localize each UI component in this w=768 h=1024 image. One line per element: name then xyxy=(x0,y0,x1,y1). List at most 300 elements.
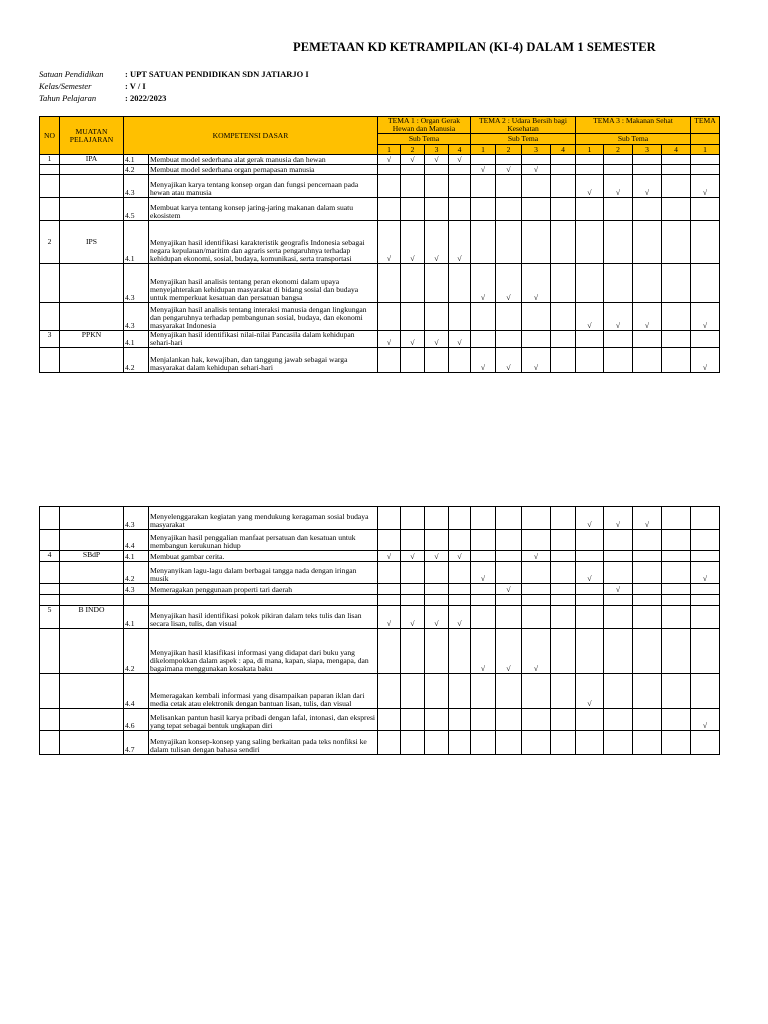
empty-cell xyxy=(496,303,522,331)
check-mark: √ xyxy=(633,175,662,198)
table-row xyxy=(40,303,720,331)
empty-cell xyxy=(496,198,522,221)
empty-cell xyxy=(633,331,662,348)
subtema-index: 2 xyxy=(496,145,522,155)
subject-name xyxy=(60,348,124,373)
check-mark: √ xyxy=(633,507,662,530)
empty-cell xyxy=(691,584,720,595)
empty-cell xyxy=(425,709,449,731)
info-value: : 2022/2023 xyxy=(125,93,167,103)
subtema-index: 1 xyxy=(691,145,720,155)
check-mark: √ xyxy=(401,331,425,348)
kd-description: Membuat model sederhana alat gerak manusia dan hewan xyxy=(149,155,378,165)
empty-cell xyxy=(604,331,633,348)
empty-cell xyxy=(471,303,496,331)
empty-cell xyxy=(449,264,471,303)
subtema-index: 1 xyxy=(378,145,401,155)
empty-cell xyxy=(551,221,576,264)
empty-cell xyxy=(522,709,551,731)
empty-cell xyxy=(378,595,401,606)
table-row xyxy=(40,551,720,562)
kd-description: Membuat model sederhana organ pernapasan manusia xyxy=(149,165,378,175)
empty-cell xyxy=(604,551,633,562)
empty-cell xyxy=(471,175,496,198)
subtema-index: 1 xyxy=(576,145,604,155)
row-number xyxy=(40,595,60,606)
empty-cell xyxy=(471,606,496,629)
subject-name xyxy=(60,303,124,331)
empty-cell xyxy=(691,629,720,674)
empty-cell xyxy=(551,674,576,709)
kd-code: 4.1 xyxy=(124,606,149,629)
check-mark: √ xyxy=(425,606,449,629)
row-number xyxy=(40,175,60,198)
empty-cell xyxy=(604,530,633,551)
empty-cell xyxy=(401,198,425,221)
check-mark: √ xyxy=(576,507,604,530)
empty-cell xyxy=(662,221,691,264)
empty-cell xyxy=(496,175,522,198)
row-number xyxy=(40,264,60,303)
empty-cell xyxy=(662,731,691,755)
check-mark: √ xyxy=(378,155,401,165)
empty-cell xyxy=(691,530,720,551)
check-mark: √ xyxy=(471,264,496,303)
empty-cell xyxy=(633,348,662,373)
check-mark: √ xyxy=(496,584,522,595)
kd-code: 4.2 xyxy=(124,348,149,373)
empty-cell xyxy=(496,551,522,562)
empty-cell xyxy=(425,175,449,198)
check-mark: √ xyxy=(471,562,496,584)
row-number xyxy=(40,198,60,221)
empty-cell xyxy=(662,155,691,165)
header-kompetensi: KOMPETENSI DASAR xyxy=(124,117,378,155)
kd-description: Memeragakan kembali informasi yang disampaikan paparan iklan dari media cetak atau elektronik dengan bantuan lisan, tulis, dan visual xyxy=(149,674,378,709)
empty-cell xyxy=(471,507,496,530)
subject-name xyxy=(60,731,124,755)
row-number xyxy=(40,562,60,584)
row-number xyxy=(40,674,60,709)
empty-cell xyxy=(604,198,633,221)
empty-cell xyxy=(425,348,449,373)
empty-cell xyxy=(425,303,449,331)
table-row xyxy=(40,731,720,755)
subject-name xyxy=(60,629,124,674)
empty-cell xyxy=(604,674,633,709)
empty-cell xyxy=(604,155,633,165)
kd-code: 4.3 xyxy=(124,507,149,530)
header-tema3: TEMA 3 : Makanan Sehat xyxy=(576,117,691,134)
empty-cell xyxy=(425,629,449,674)
empty-cell xyxy=(551,348,576,373)
empty-cell xyxy=(449,595,471,606)
empty-cell xyxy=(522,221,551,264)
empty-cell xyxy=(378,530,401,551)
table-row xyxy=(40,562,720,584)
empty-cell xyxy=(576,551,604,562)
empty-cell xyxy=(691,507,720,530)
subtema-index: 4 xyxy=(662,145,691,155)
check-mark: √ xyxy=(471,629,496,674)
empty-cell xyxy=(662,584,691,595)
empty-cell xyxy=(401,562,425,584)
empty-cell xyxy=(496,595,522,606)
kd-description: Membuat gambar cerita. xyxy=(149,551,378,562)
kd-code: 4.1 xyxy=(124,221,149,264)
empty-cell xyxy=(662,629,691,674)
empty-cell xyxy=(691,731,720,755)
empty-cell xyxy=(401,303,425,331)
subject-name xyxy=(60,530,124,551)
empty-cell xyxy=(378,264,401,303)
check-mark: √ xyxy=(496,629,522,674)
subject-name xyxy=(60,562,124,584)
empty-cell xyxy=(551,331,576,348)
empty-cell xyxy=(576,584,604,595)
empty-cell xyxy=(401,731,425,755)
empty-cell xyxy=(471,530,496,551)
info-school xyxy=(39,69,309,79)
check-mark: √ xyxy=(633,303,662,331)
empty-cell xyxy=(471,155,496,165)
empty-cell xyxy=(378,175,401,198)
empty-cell xyxy=(401,674,425,709)
subject-name xyxy=(60,175,124,198)
empty-cell xyxy=(633,562,662,584)
empty-cell xyxy=(449,165,471,175)
empty-cell xyxy=(496,155,522,165)
check-mark: √ xyxy=(449,551,471,562)
empty-cell xyxy=(551,731,576,755)
empty-cell xyxy=(662,551,691,562)
kd-description: Menyelenggarakan kegiatan yang mendukung keragaman sosial budaya masyarakat xyxy=(149,507,378,530)
empty-cell xyxy=(378,198,401,221)
check-mark: √ xyxy=(449,155,471,165)
subject-name xyxy=(60,584,124,595)
table-row xyxy=(40,507,720,530)
check-mark: √ xyxy=(522,264,551,303)
empty-cell xyxy=(633,674,662,709)
empty-cell xyxy=(496,562,522,584)
kd-description: Menyajikan konsep-konsep yang saling berkaitan pada teks nonfiksi ke dalam tulisan dengan bahasa sendiri xyxy=(149,731,378,755)
check-mark: √ xyxy=(691,303,720,331)
table-row xyxy=(40,530,720,551)
empty-cell xyxy=(691,606,720,629)
row-number: 5 xyxy=(40,606,60,629)
subject-name: PPKN xyxy=(60,331,124,348)
check-mark: √ xyxy=(378,331,401,348)
kd-code: 4.1 xyxy=(124,331,149,348)
empty-cell xyxy=(378,562,401,584)
check-mark: √ xyxy=(691,562,720,584)
empty-cell xyxy=(576,165,604,175)
empty-cell xyxy=(496,731,522,755)
empty-cell xyxy=(425,530,449,551)
check-mark: √ xyxy=(471,348,496,373)
row-number xyxy=(40,348,60,373)
row-number: 3 xyxy=(40,331,60,348)
empty-cell xyxy=(471,221,496,264)
check-mark: √ xyxy=(522,629,551,674)
info-label: Tahun Pelajaran xyxy=(39,93,97,103)
subject-name xyxy=(60,165,124,175)
empty-cell xyxy=(691,595,720,606)
check-mark: √ xyxy=(576,674,604,709)
subtema-index: 2 xyxy=(401,145,425,155)
subject-name: IPA xyxy=(60,155,124,165)
empty-cell xyxy=(401,175,425,198)
subject-name xyxy=(60,595,124,606)
empty-cell xyxy=(471,731,496,755)
header-subtema: Sub Tema xyxy=(576,134,691,145)
empty-cell xyxy=(449,709,471,731)
header-subtema-blank xyxy=(691,134,720,145)
empty-cell xyxy=(401,507,425,530)
empty-cell xyxy=(378,303,401,331)
empty-cell xyxy=(551,562,576,584)
empty-cell xyxy=(576,198,604,221)
check-mark: √ xyxy=(522,348,551,373)
check-mark: √ xyxy=(378,221,401,264)
check-mark: √ xyxy=(496,264,522,303)
empty-cell xyxy=(662,606,691,629)
empty-cell xyxy=(551,165,576,175)
kd-code: 4.6 xyxy=(124,709,149,731)
empty-cell xyxy=(449,731,471,755)
subtema-index: 3 xyxy=(633,145,662,155)
kd-description: Membuat karya tentang konsep jaring-jaring makanan dalam suatu ekosistem xyxy=(149,198,378,221)
mapping-table-part1 xyxy=(39,116,720,373)
empty-cell xyxy=(691,221,720,264)
kd-code: 4.3 xyxy=(124,584,149,595)
empty-cell xyxy=(449,584,471,595)
row-number xyxy=(40,629,60,674)
check-mark: √ xyxy=(604,584,633,595)
empty-cell xyxy=(662,595,691,606)
empty-cell xyxy=(425,584,449,595)
empty-cell xyxy=(471,551,496,562)
header-muatan: MUATAN PELAJARAN xyxy=(60,117,124,155)
empty-cell xyxy=(633,264,662,303)
empty-cell xyxy=(633,551,662,562)
empty-cell xyxy=(471,709,496,731)
empty-cell xyxy=(691,198,720,221)
empty-cell xyxy=(691,551,720,562)
empty-cell xyxy=(576,348,604,373)
subject-name xyxy=(60,674,124,709)
empty-cell xyxy=(401,595,425,606)
empty-cell xyxy=(425,674,449,709)
empty-cell xyxy=(522,303,551,331)
empty-cell xyxy=(449,562,471,584)
empty-cell xyxy=(551,595,576,606)
empty-cell xyxy=(551,606,576,629)
check-mark: √ xyxy=(378,551,401,562)
table-row xyxy=(40,595,720,606)
kd-description: Menyajikan hasil klasifikasi informasi yang didapat dari buku yang dikelompokkan dalam aspek : apa, di mana, kapan, siapa, mengapa, dan bagaimana menggunakan kosakata baku xyxy=(149,629,378,674)
info-value: : UPT SATUAN PENDIDIKAN SDN JATIARJO I xyxy=(125,69,309,79)
row-number xyxy=(40,709,60,731)
subject-name: SBdP xyxy=(60,551,124,562)
subtema-index: 2 xyxy=(604,145,633,155)
mapping-table-part2 xyxy=(39,506,720,755)
info-value: : V / I xyxy=(125,81,146,91)
subject-name xyxy=(60,709,124,731)
empty-cell xyxy=(662,507,691,530)
empty-cell xyxy=(496,530,522,551)
empty-cell xyxy=(551,551,576,562)
empty-cell xyxy=(576,530,604,551)
check-mark: √ xyxy=(691,175,720,198)
empty-cell xyxy=(691,331,720,348)
subtema-index: 4 xyxy=(551,145,576,155)
empty-cell xyxy=(471,584,496,595)
subject-name: B INDO xyxy=(60,606,124,629)
empty-cell xyxy=(522,198,551,221)
kd-code: 4.3 xyxy=(124,175,149,198)
empty-cell xyxy=(378,629,401,674)
empty-cell xyxy=(425,165,449,175)
header-no: NO xyxy=(40,117,60,155)
empty-cell xyxy=(378,507,401,530)
check-mark: √ xyxy=(449,331,471,348)
subject-name: IPS xyxy=(60,221,124,264)
empty-cell xyxy=(551,264,576,303)
empty-cell xyxy=(691,165,720,175)
check-mark: √ xyxy=(576,175,604,198)
kd-description: Menyajikan hasil penggalian manfaat persatuan dan kesatuan untuk membangun kerukunan hidup xyxy=(149,530,378,551)
kd-description: Menyajikan hasil analisis tentang peran ekonomi dalam upaya menyejahterakan kehidupan masyarakat di bidang sosial dan budaya untuk memperkuat kesatuan dan persatuan bangsa xyxy=(149,264,378,303)
empty-cell xyxy=(604,221,633,264)
row-number xyxy=(40,584,60,595)
subtema-index: 1 xyxy=(471,145,496,155)
empty-cell xyxy=(522,175,551,198)
header-tema4: TEMA xyxy=(691,117,720,134)
info-label: Kelas/Semester xyxy=(39,81,92,91)
empty-cell xyxy=(522,595,551,606)
info-year xyxy=(39,93,166,103)
check-mark: √ xyxy=(471,165,496,175)
empty-cell xyxy=(449,303,471,331)
info-label: Satuan Pendidikan xyxy=(39,69,104,79)
empty-cell xyxy=(401,530,425,551)
subtema-index: 3 xyxy=(522,145,551,155)
check-mark: √ xyxy=(576,303,604,331)
info-class xyxy=(39,81,146,91)
table-row xyxy=(40,165,720,175)
row-number xyxy=(40,507,60,530)
empty-cell xyxy=(604,606,633,629)
empty-cell xyxy=(496,331,522,348)
kd-code: 4.1 xyxy=(124,155,149,165)
kd-description: Menyajikan hasil identifikasi pokok pikiran dalam teks tulis dan lisan secara lisan, tulis, dan visual xyxy=(149,606,378,629)
table-row xyxy=(40,155,720,165)
empty-cell xyxy=(551,175,576,198)
kd-code: 4.5 xyxy=(124,198,149,221)
empty-cell xyxy=(604,562,633,584)
empty-cell xyxy=(401,264,425,303)
header-tema2: TEMA 2 : Udara Bersih bagi Kesehatan xyxy=(471,117,576,134)
empty-cell xyxy=(662,674,691,709)
kd-code: 4.2 xyxy=(124,629,149,674)
kd-code: 4.1 xyxy=(124,551,149,562)
empty-cell xyxy=(633,155,662,165)
empty-cell xyxy=(471,595,496,606)
empty-cell xyxy=(551,629,576,674)
row-number xyxy=(40,303,60,331)
empty-cell xyxy=(378,731,401,755)
header-tema1: TEMA 1 : Organ Gerak Hewan dan Manusia xyxy=(378,117,471,134)
empty-cell xyxy=(576,731,604,755)
table-row xyxy=(40,331,720,348)
empty-cell xyxy=(662,264,691,303)
empty-cell xyxy=(449,530,471,551)
empty-cell xyxy=(633,709,662,731)
empty-cell xyxy=(449,175,471,198)
subtema-index: 3 xyxy=(425,145,449,155)
table-row xyxy=(40,175,720,198)
empty-cell xyxy=(633,629,662,674)
table-row xyxy=(40,198,720,221)
row-number: 2 xyxy=(40,221,60,264)
check-mark: √ xyxy=(691,348,720,373)
empty-cell xyxy=(662,165,691,175)
empty-cell xyxy=(522,331,551,348)
empty-cell xyxy=(522,562,551,584)
empty-cell xyxy=(604,348,633,373)
row-number xyxy=(40,731,60,755)
check-mark: √ xyxy=(425,331,449,348)
empty-cell xyxy=(522,507,551,530)
empty-cell xyxy=(604,709,633,731)
kd-code: 4.4 xyxy=(124,530,149,551)
check-mark: √ xyxy=(496,348,522,373)
table-row xyxy=(40,264,720,303)
empty-cell xyxy=(633,606,662,629)
empty-cell xyxy=(604,595,633,606)
check-mark: √ xyxy=(401,606,425,629)
empty-cell xyxy=(551,198,576,221)
empty-cell xyxy=(496,606,522,629)
empty-cell xyxy=(449,629,471,674)
empty-cell xyxy=(378,165,401,175)
subtema-index: 4 xyxy=(449,145,471,155)
kd-code: 4.3 xyxy=(124,264,149,303)
kd-description: Menyajikan hasil identifikasi karakteristik geografis Indonesia sebagai negara kepulauan/maritim dan agraris serta pengaruhnya terhadap kehidupan ekonomi, sosial, budaya, komunikasi, serta transportasi xyxy=(149,221,378,264)
empty-cell xyxy=(551,303,576,331)
empty-cell xyxy=(551,584,576,595)
kd-code: 4.4 xyxy=(124,674,149,709)
table-row xyxy=(40,629,720,674)
check-mark: √ xyxy=(401,155,425,165)
kd-description: Memeragakan penggunaan properti tari daerah xyxy=(149,584,378,595)
empty-cell xyxy=(425,562,449,584)
subject-name xyxy=(60,264,124,303)
empty-cell xyxy=(522,606,551,629)
empty-cell xyxy=(662,175,691,198)
empty-cell xyxy=(522,674,551,709)
row-number: 1 xyxy=(40,155,60,165)
empty-cell xyxy=(425,198,449,221)
empty-cell xyxy=(449,198,471,221)
empty-cell xyxy=(633,731,662,755)
empty-cell xyxy=(401,629,425,674)
empty-cell xyxy=(576,264,604,303)
empty-cell xyxy=(449,348,471,373)
empty-cell xyxy=(576,629,604,674)
check-mark: √ xyxy=(425,551,449,562)
